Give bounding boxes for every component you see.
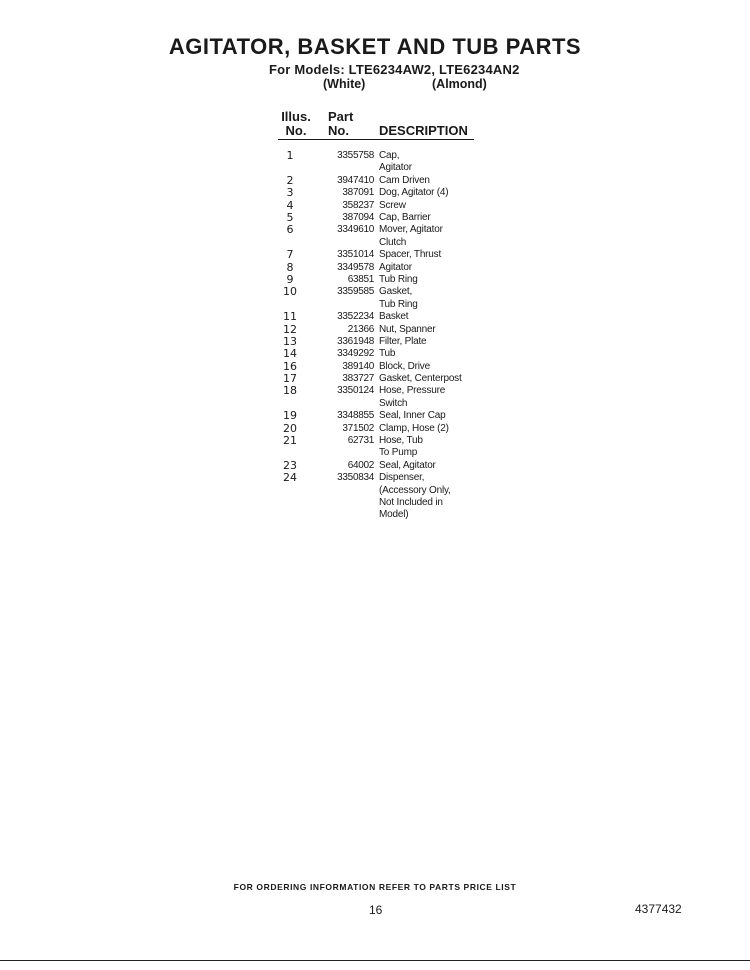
part-description: Dog, Agitator (4) <box>379 187 449 199</box>
part-description: Hose, Pressure Switch <box>379 385 446 409</box>
part-description: Hose, Tub To Pump <box>379 435 423 459</box>
part-number: 383727 <box>342 373 374 385</box>
table-row <box>0 336 750 348</box>
table-row <box>0 373 750 385</box>
table-row <box>0 348 750 360</box>
table-row <box>0 460 750 472</box>
illus-number: 20 <box>283 421 297 435</box>
illus-number: 6 <box>286 223 294 237</box>
table-row <box>0 311 750 323</box>
part-description: Nut, Spanner <box>379 323 436 335</box>
part-number: 63851 <box>347 273 374 285</box>
part-number: 62731 <box>347 435 374 447</box>
column-header-description: DESCRIPTION <box>379 123 468 138</box>
page-number: 16 <box>369 903 383 917</box>
table-row <box>0 249 750 261</box>
color-white-label: (White) <box>323 77 366 91</box>
table-row <box>0 435 750 460</box>
part-description: Agitator <box>379 261 412 273</box>
illus-number: 21 <box>283 434 297 448</box>
part-number: 3947410 <box>337 174 374 186</box>
illus-number: 2 <box>286 173 294 187</box>
part-number: 3349578 <box>337 261 374 273</box>
part-description: Seal, Agitator <box>379 459 436 471</box>
column-header-part-no: Part No. <box>328 109 354 138</box>
part-number: 3348855 <box>337 410 374 422</box>
header-divider <box>278 139 474 140</box>
part-number: 387091 <box>342 187 374 199</box>
page-title: AGITATOR, BASKET AND TUB PARTS <box>168 34 582 59</box>
illus-number: 8 <box>286 260 294 274</box>
part-description: Spacer, Thrust <box>379 249 442 261</box>
models-line: For Models: LTE6234AW2, LTE6234AN2 <box>269 62 520 77</box>
table-row <box>0 262 750 274</box>
illus-number: 7 <box>286 248 294 262</box>
part-description: Cap, Barrier <box>379 211 431 223</box>
illus-number: 23 <box>283 458 297 472</box>
table-row <box>0 150 750 175</box>
part-number: 3361948 <box>337 335 374 347</box>
illus-number: 11 <box>283 310 297 324</box>
part-number: 3350834 <box>337 472 374 484</box>
part-description: Basket <box>379 311 409 323</box>
part-number: 389140 <box>342 360 374 372</box>
illus-number: 16 <box>283 359 297 373</box>
part-description: Gasket, Tub Ring <box>379 286 418 310</box>
ordering-note: FOR ORDERING INFORMATION REFER TO PARTS PRICE LIST <box>233 882 517 892</box>
table-row <box>0 274 750 286</box>
part-number: 371502 <box>342 422 374 434</box>
illus-number: 17 <box>283 372 297 386</box>
part-number: 3352234 <box>337 311 374 323</box>
part-description: Dispenser, (Accessory Only, Not Included in Model) <box>379 472 451 521</box>
illus-number: 19 <box>283 409 297 423</box>
part-description: Cap, Agitator <box>379 150 412 174</box>
document-number: 4377432 <box>635 902 682 916</box>
part-description: Gasket, Centerpost <box>379 373 462 385</box>
table-row <box>0 472 750 522</box>
illus-number: 13 <box>283 334 297 348</box>
illus-number: 3 <box>286 186 294 200</box>
part-number: 3349610 <box>337 224 374 236</box>
illus-number: 1 <box>286 149 294 162</box>
table-row <box>0 324 750 336</box>
part-description: Mover, Agitator Clutch <box>379 224 443 248</box>
part-number: 64002 <box>347 459 374 471</box>
illus-number: 14 <box>283 347 297 361</box>
illus-number: 4 <box>286 198 294 212</box>
parts-table <box>0 150 750 522</box>
part-description: Tub <box>379 348 396 360</box>
table-row <box>0 361 750 373</box>
part-description: Seal, Inner Cap <box>379 410 446 422</box>
illus-number: 10 <box>283 285 297 299</box>
illus-number: 9 <box>286 272 294 286</box>
color-almond-label: (Almond) <box>432 77 487 91</box>
part-number: 358237 <box>342 199 374 211</box>
part-description: Cam Driven <box>379 174 430 186</box>
part-number: 3355758 <box>337 150 374 161</box>
part-description: Filter, Plate <box>379 335 427 347</box>
table-row <box>0 286 750 311</box>
part-number: 3359585 <box>337 286 374 298</box>
part-description: Tub Ring <box>379 273 418 285</box>
table-row <box>0 423 750 435</box>
table-row <box>0 200 750 212</box>
column-header-illus-no: Illus. No. <box>281 109 311 138</box>
table-row <box>0 175 750 187</box>
part-number: 3350124 <box>337 385 374 397</box>
table-row <box>0 187 750 199</box>
table-row <box>0 385 750 410</box>
part-description: Screw <box>379 199 406 211</box>
part-number: 3349292 <box>337 348 374 360</box>
illus-number: 5 <box>286 210 294 224</box>
table-row <box>0 410 750 422</box>
table-row <box>0 224 750 249</box>
part-number: 3351014 <box>337 249 374 261</box>
part-description: Block, Drive <box>379 360 430 372</box>
illus-number: 24 <box>283 471 297 485</box>
illus-number: 18 <box>283 384 297 398</box>
illus-number: 12 <box>283 322 297 336</box>
part-number: 21366 <box>347 323 374 335</box>
part-number: 387094 <box>342 211 374 223</box>
bottom-divider <box>0 960 750 961</box>
table-row <box>0 212 750 224</box>
part-description: Clamp, Hose (2) <box>379 422 449 434</box>
